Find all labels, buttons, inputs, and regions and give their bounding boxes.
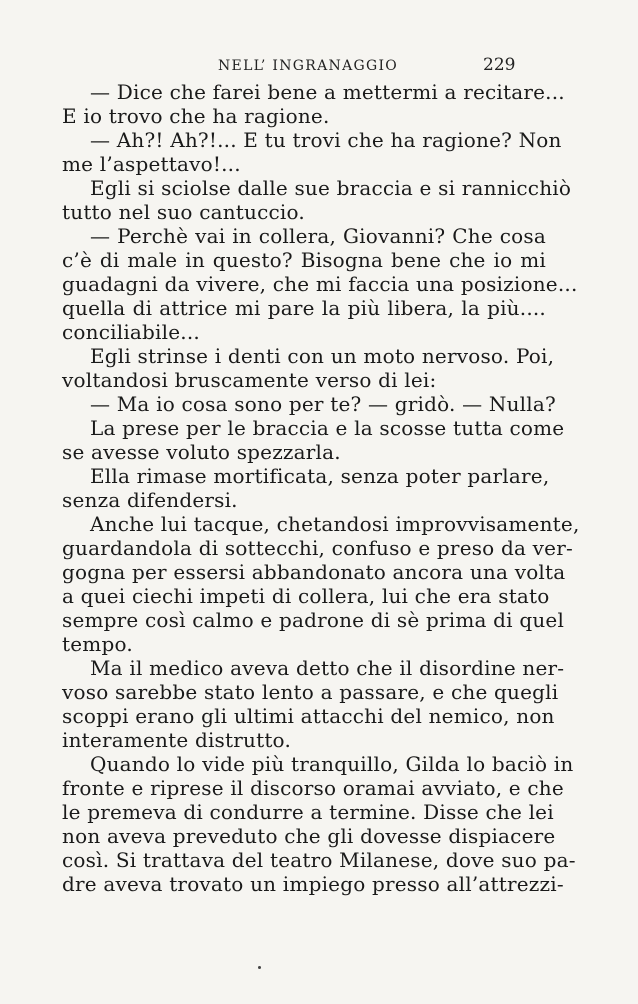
text-line: così. Si trattava del teatro Milanese, dove suo pa- (62, 848, 576, 872)
text-line: Quando lo vide più tranquillo, Gilda lo baciò in (90, 752, 574, 776)
text-line: gogna per essersi abbandonato ancora una volta (62, 560, 566, 584)
text-line: le premeva di condurre a termine. Disse che lei (62, 800, 554, 824)
text-line: — Ma io cosa sono per te? — gridò. — Nulla? (90, 392, 556, 416)
text-line: sempre così calmo e padrone di sè prima di quel (62, 608, 565, 632)
text-line: non aveva preveduto che gli dovesse dispiacere (62, 824, 556, 848)
text-line: dre aveva trovato un impiego presso all’attrezzi- (62, 872, 564, 896)
text-line: voltandosi bruscamente verso di lei: (62, 368, 437, 392)
text-line: guardandola di sottecchi, confuso e preso da ver- (62, 536, 573, 560)
text-line: tempo. (62, 632, 133, 656)
page-number: 229 (483, 55, 516, 75)
text-line: conciliabile... (62, 320, 200, 344)
text-line: quella di attrice mi pare la più libera, la più.... (62, 296, 546, 320)
text-line: voso sarebbe stato lento a passare, e che quegli (62, 680, 559, 704)
ink-speck (258, 966, 261, 969)
text-line: a quei ciechi impeti di collera, lui che era stato (62, 584, 550, 608)
text-line: interamente distrutto. (62, 728, 292, 752)
text-line: — Dice che farei bene a mettermi a recitare... (90, 80, 565, 104)
text-line: E io trovo che ha ragione. (62, 104, 330, 128)
text-line: fronte e riprese il discorso oramai avviato, e che (62, 776, 564, 800)
text-line: c’è di male in questo? Bisogna bene che io mi (62, 248, 546, 272)
text-line: se avesse voluto spezzarla. (62, 440, 341, 464)
text-line: Ella rimase mortificata, senza poter parlare, (90, 464, 550, 488)
text-line: — Ah?! Ah?!... E tu trovi che ha ragione? Non (90, 128, 562, 152)
text-line: Anche lui tacque, chetandosi improvvisamente, (90, 512, 580, 536)
text-line: scoppi erano gli ultimi attacchi del nemico, non (62, 704, 555, 728)
text-line: me l’aspettavo!... (62, 152, 241, 176)
text-line: tutto nel suo cantuccio. (62, 200, 305, 224)
text-line: senza difendersi. (62, 488, 238, 512)
text-line: Egli si sciolse dalle sue braccia e si rannicchiò (90, 176, 572, 200)
text-line: Ma il medico aveva detto che il disordine ner- (90, 656, 565, 680)
text-line: Egli strinse i denti con un moto nervoso. Poi, (90, 344, 555, 368)
text-line: guadagni da vivere, che mi faccia una posizione... (62, 272, 578, 296)
running-title: NELL’ INGRANAGGIO (218, 58, 399, 74)
text-line: La prese per le braccia e la scosse tutta come (90, 416, 565, 440)
text-line: — Perchè vai in collera, Giovanni? Che cosa (90, 224, 546, 248)
